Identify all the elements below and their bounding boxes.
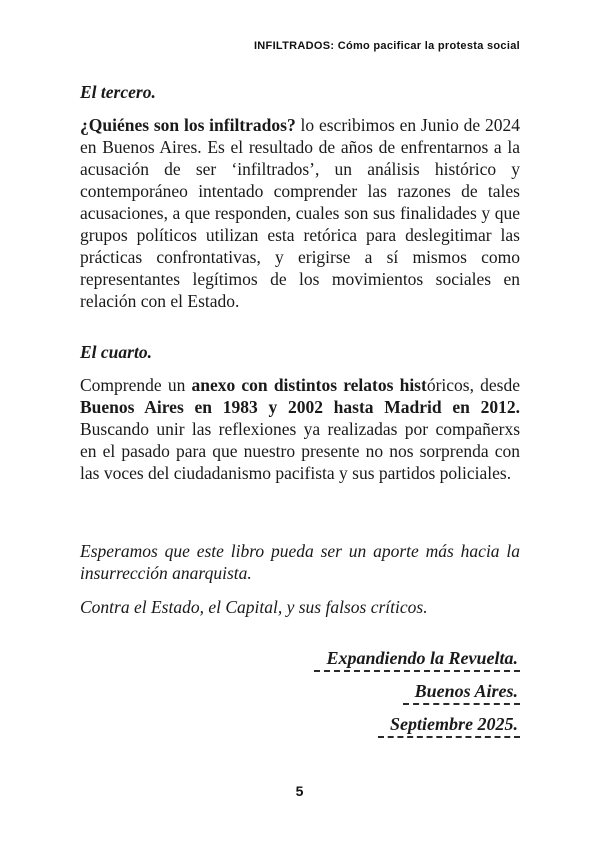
signature-line xyxy=(80,681,520,705)
signature-line xyxy=(80,714,520,738)
section-heading-el-tercero: El tercero. xyxy=(80,82,156,102)
closing-slogan: Contra el Estado, el Capital, y sus falsos críticos. xyxy=(80,597,428,617)
text-run: Comprende un xyxy=(80,375,192,395)
bold-text-run: anexo con distintos relatos hist xyxy=(191,375,427,395)
signature-place: Buenos Aires. xyxy=(403,681,520,705)
section-heading-el-cuarto: El cuarto. xyxy=(80,342,152,362)
signature-group-name: Expandiendo la Revuelta. xyxy=(314,648,520,672)
text-run: óricos, desde xyxy=(426,375,520,395)
bold-text-run: ¿Quiénes son los infiltrados? xyxy=(80,115,296,135)
running-header: INFILTRADOS: Cómo pacificar la protesta social xyxy=(253,40,520,52)
signature-date: Septiembre 2025. xyxy=(378,714,520,738)
paragraph-el-tercero xyxy=(80,114,520,312)
bold-text-run: Buenos Aires en 1983 y 2002 hasta Madrid en 2012. xyxy=(80,397,520,417)
closing-statement: Esperamos que este libro pueda ser un aporte más hacia la insurrección anarquista. xyxy=(80,541,520,583)
page-number: 5 xyxy=(295,783,305,799)
signature-line xyxy=(80,648,520,672)
text-run: lo escribimos en Junio de 2024 en Buenos Aires. Es el resultado de años de enfrentarnos a la acusación de ser ‘infiltrados’, un análisis histórico y contemporáneo intentado comprender las razones de tales acusaciones, a que responden, cuales son sus finalidades y que grupos políticos utilizan esta retórica para deslegitimar las prácticas confrontativas, y erigirse a sí mismos como representantes legítimos de los movimientos sociales en relación con el Estado. xyxy=(80,115,520,311)
text-run: Buscando unir las reflexiones ya realizadas por compañerxs en el pasado para que nuestro presente no nos sorprenda con las voces del ciudadanismo pacifista y sus partidos policiales. xyxy=(80,419,520,483)
signature-block xyxy=(80,648,520,738)
paragraph-el-cuarto xyxy=(80,374,520,484)
